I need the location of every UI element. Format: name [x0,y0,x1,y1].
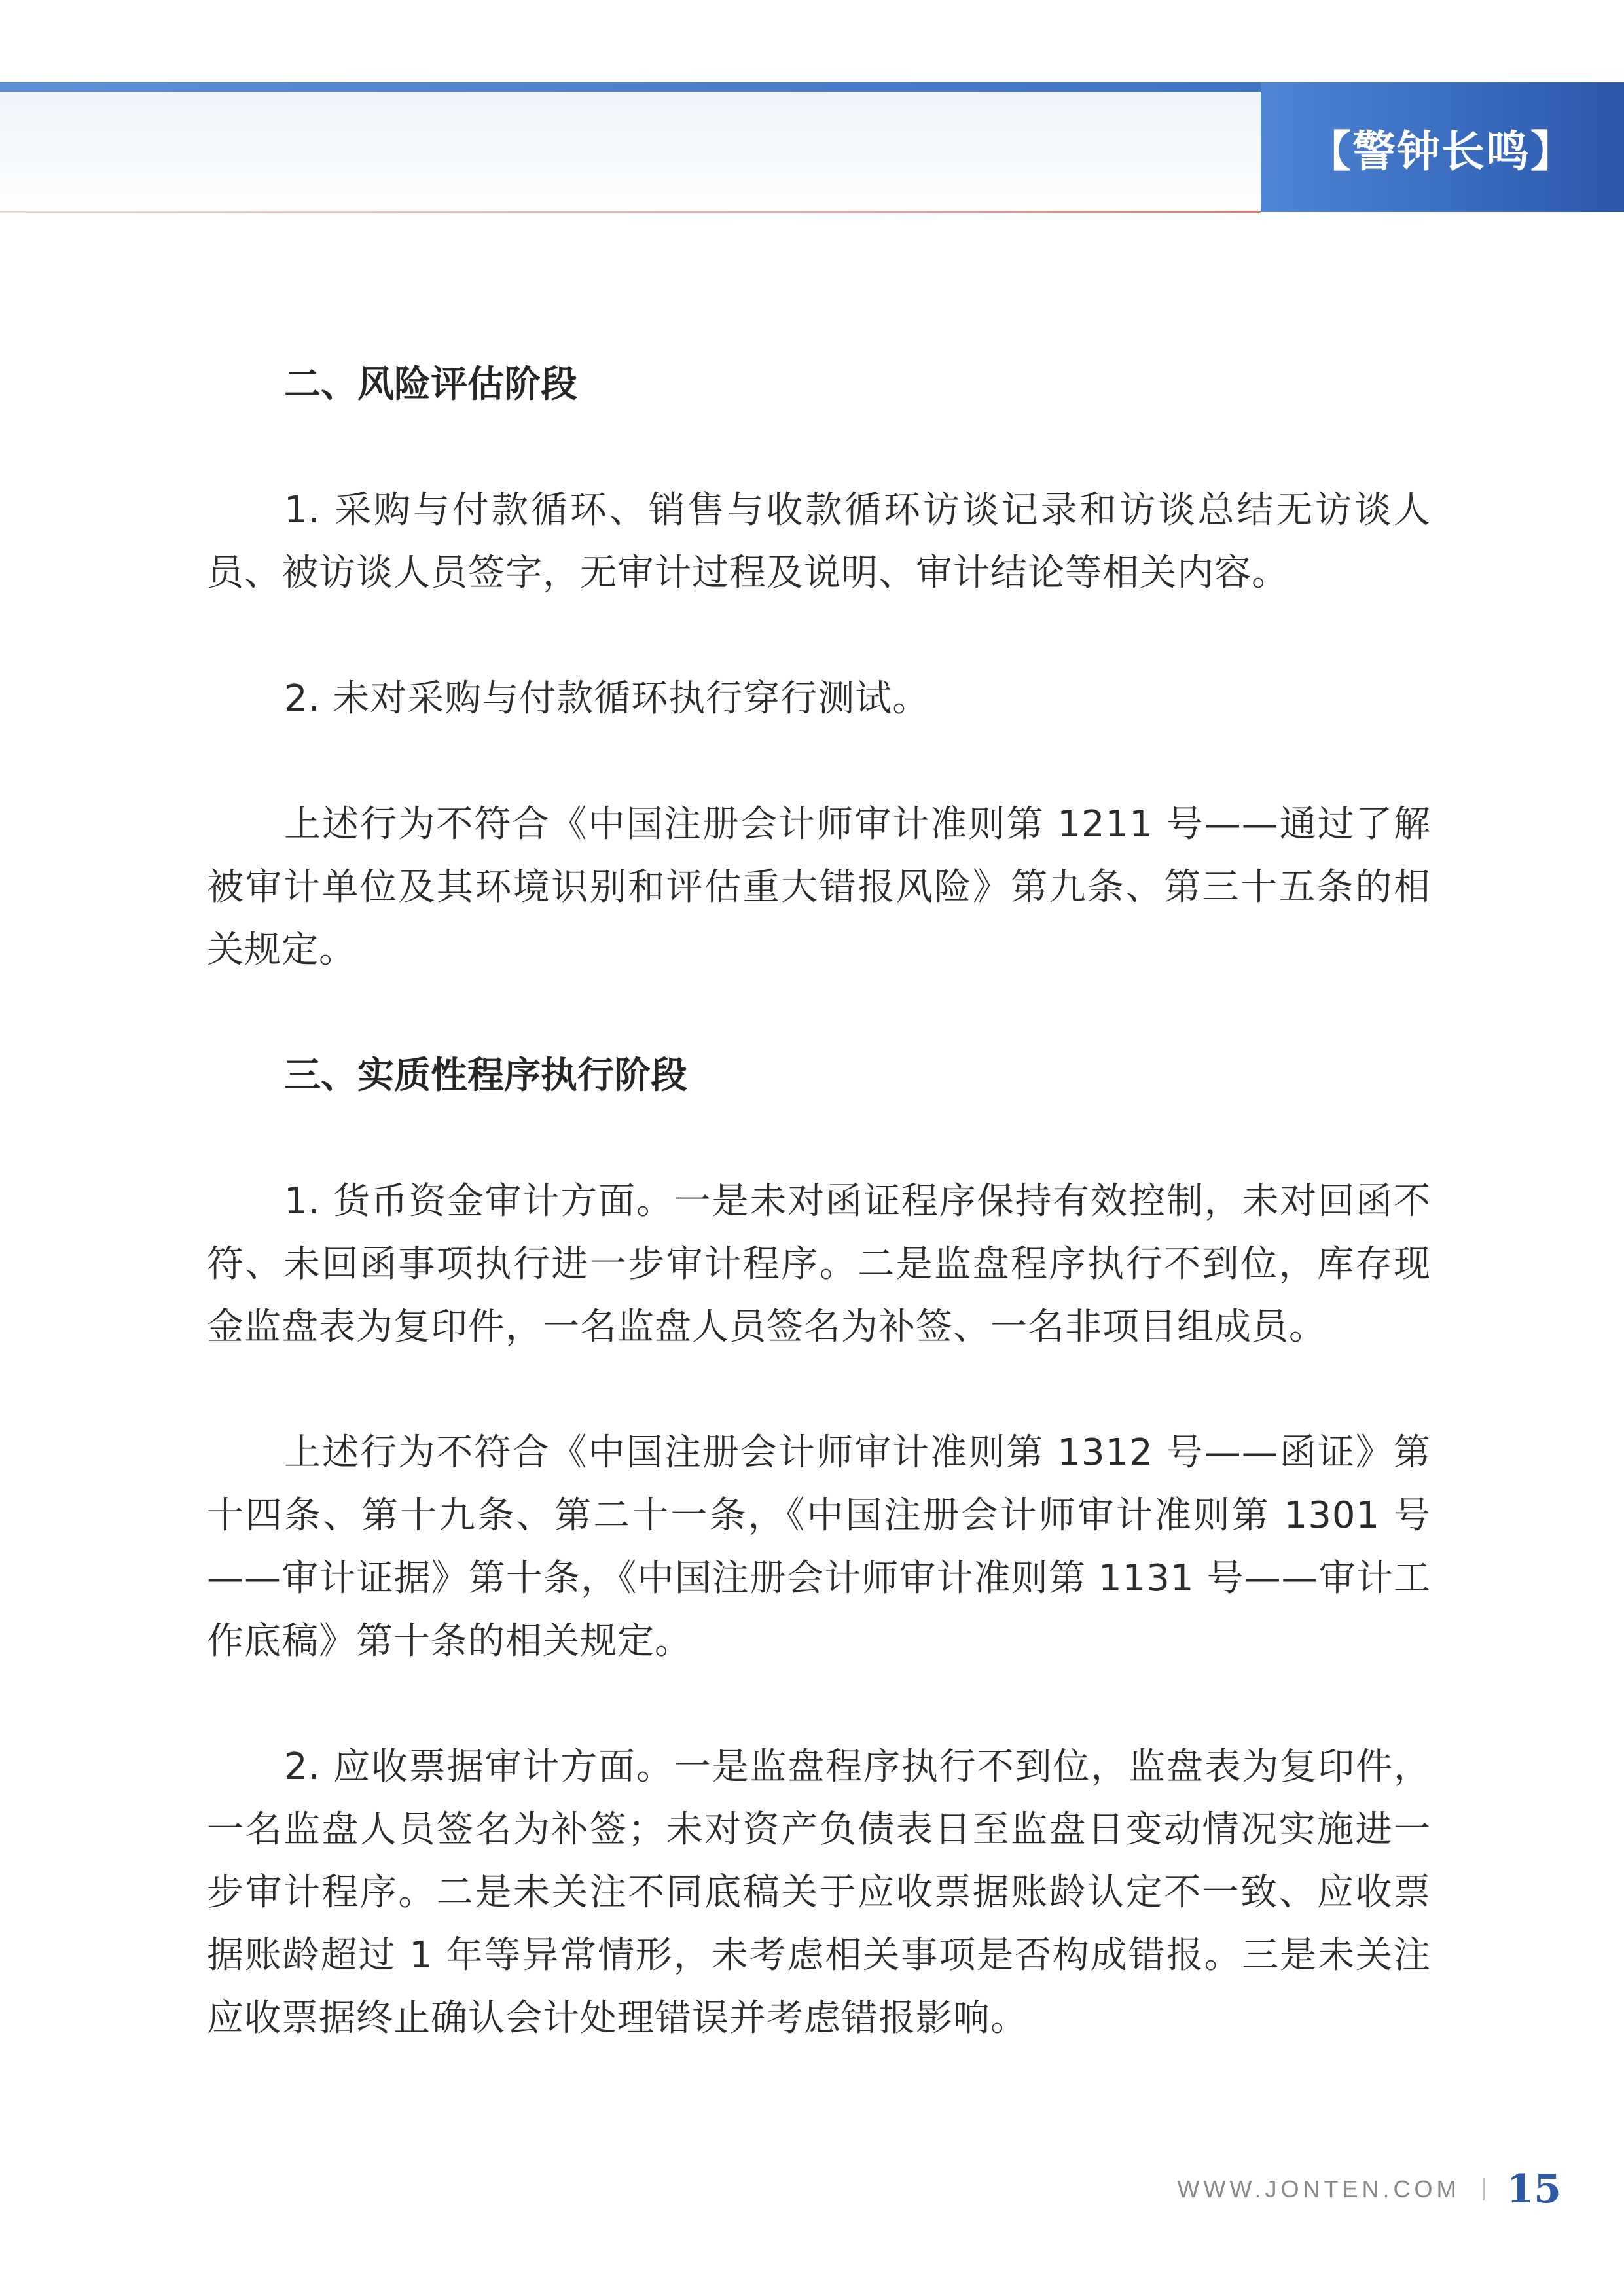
section-tab-label: 【警钟长鸣】 [1308,125,1575,177]
spacer [207,1107,1431,1170]
header-bottom-rule [0,211,1261,213]
spacer [207,605,1431,668]
paragraph: 1. 采购与付款循环、销售与收款循环访谈记录和访谈总结无访谈人员、被访谈人员签字，无审计过程及说明、审计结论等相关内容。 [207,489,1431,594]
page-number: 15 [1506,2166,1561,2212]
paragraph: 1. 货币资金审计方面。一是未对函证程序保持有效控制，未对回函不符、未回函事项执行进一步审计程序。二是监盘程序执行不到位，库存现金监盘表为复印件，一名监盘人员签名为补签、一名非项目组成员。 [207,1180,1431,1348]
section-tab [1261,82,1624,212]
spacer [207,982,1431,1045]
section-heading-substantive-procedures: 三、实质性程序执行阶段 [284,1054,687,1097]
footer-url: WWW.JONTEN.COM [1177,2176,1460,2202]
paragraph: 2. 应收票据审计方面。一是监盘程序执行不到位，监盘表为复印件，一名监盘人员签名为补签；未对资产负债表日至监盘日变动情况实施进一步审计程序。二是未关注不同底稿关于应收票据账龄认定不一致、应收票据账龄超过 1 年等异常情形，未考虑相关事项是否构成错报。三是未关注应收票据终止确认会计处理错误并考虑错报影响。 [207,1746,1431,2039]
paragraph: 上述行为不符合《中国注册会计师审计准则第 1211 号——通过了解被审计单位及其环境识别和评估重大错报风险》第九条、第三十五条的相关规定。 [207,803,1431,971]
section-heading-risk-assessment: 二、风险评估阶段 [284,363,577,406]
paragraph: 2. 未对采购与付款循环执行穿行测试。 [284,677,930,720]
header-top-rule [0,82,1261,92]
footer-divider [1483,2178,1485,2200]
document-body [207,353,1431,2050]
spacer [207,416,1431,479]
page-footer [1178,2160,1561,2219]
spacer [207,1673,1431,1736]
paragraph: 上述行为不符合《中国注册会计师审计准则第 1312 号——函证》第十四条、第十九条、第二十一条，《中国注册会计师审计准则第 1301 号——审计证据》第十条，《中国注册会计师审计准则第 1131 号——审计工作底稿》第十条的相关规定。 [207,1431,1431,1662]
spacer [207,1359,1431,1422]
spacer [207,730,1431,793]
